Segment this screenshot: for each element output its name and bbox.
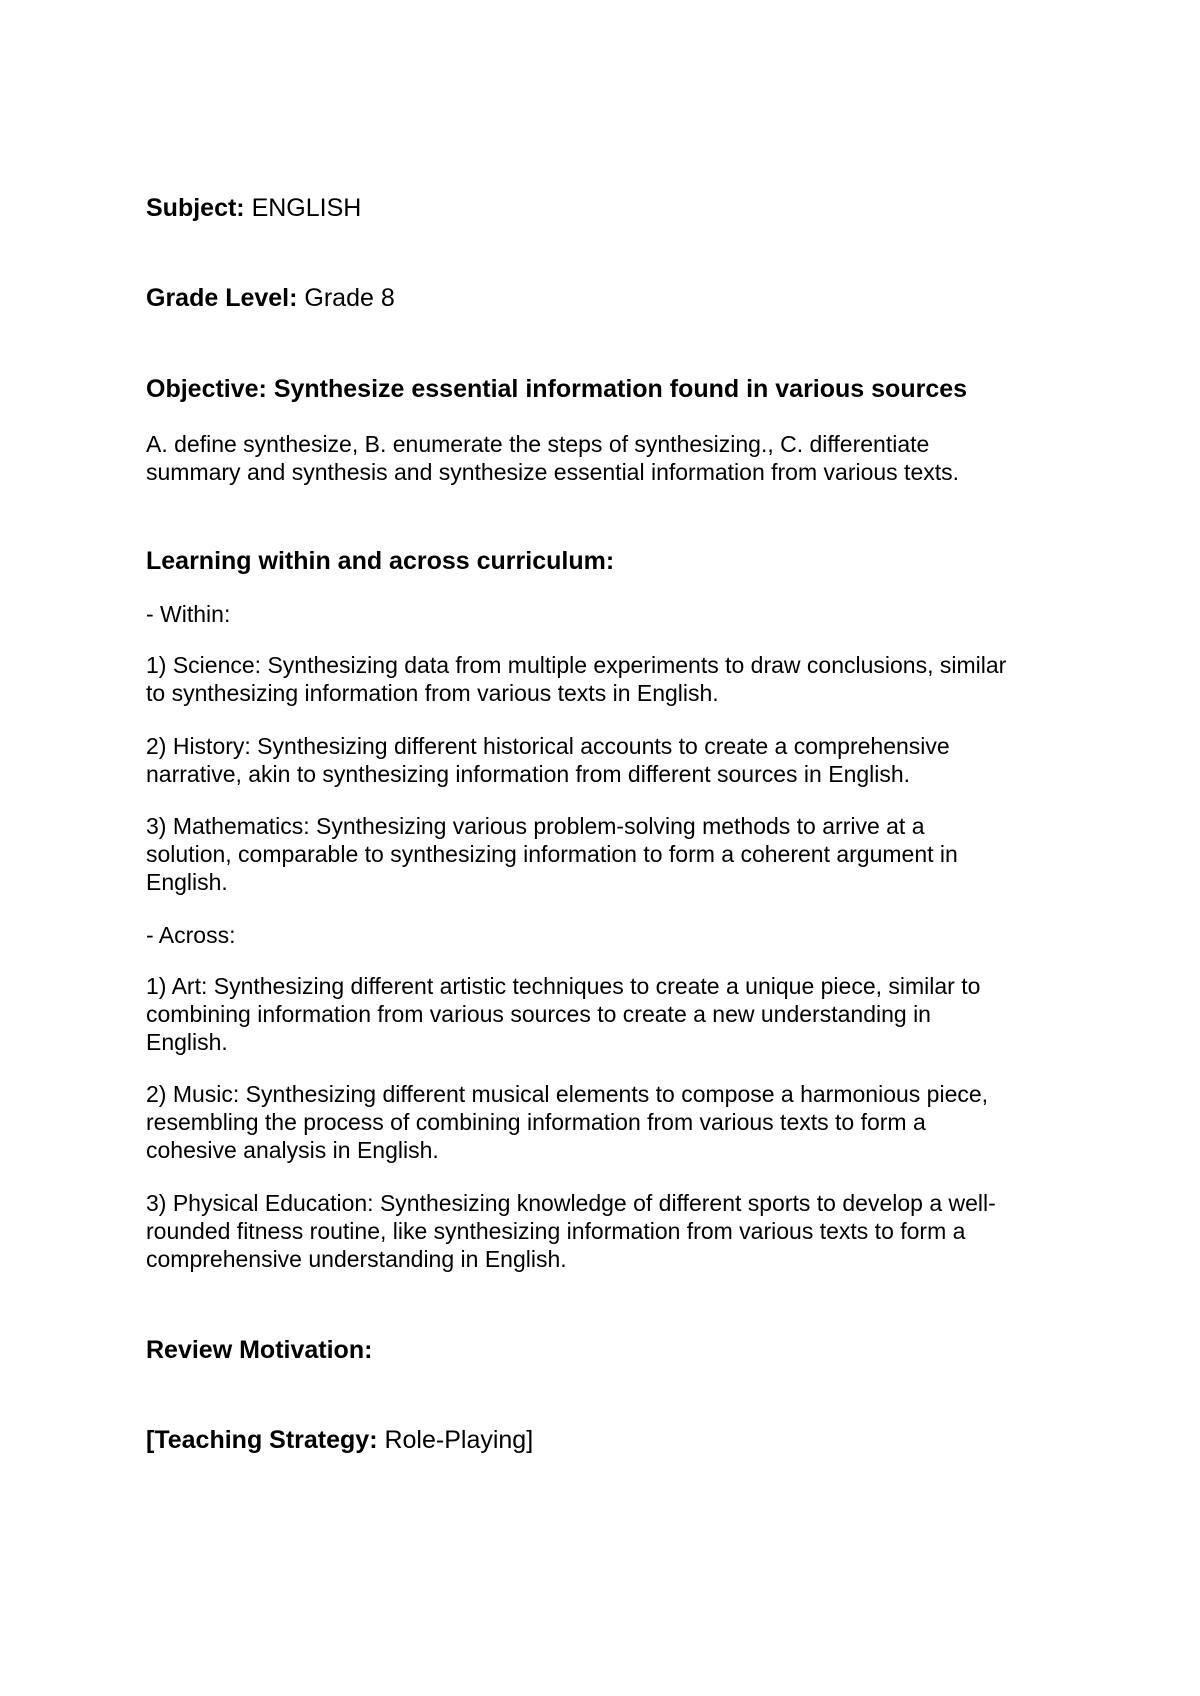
- list-item-line: 3) Physical Education: Synthesizing knowledge of different sports to develop a well-: [146, 1190, 996, 1216]
- list-item-line: 1) Art: Synthesizing different artistic techniques to create a unique piece, similar to: [146, 973, 981, 999]
- list-item-line: English.: [146, 1029, 228, 1055]
- subject-label: Subject:: [146, 194, 245, 222]
- within-item-history: [146, 732, 950, 788]
- across-item-music: [146, 1080, 988, 1164]
- review-motivation-heading: Review Motivation:: [146, 1336, 373, 1364]
- objective-label: Objective:: [146, 375, 267, 403]
- grade-level-line: [146, 283, 395, 313]
- teaching-strategy-line: [146, 1425, 533, 1455]
- within-item-science: [146, 651, 1006, 707]
- objective-details-line: A. define synthesize, B. enumerate the steps of synthesizing., C. differentiate: [146, 431, 930, 457]
- across-item-art: [146, 972, 980, 1056]
- list-item-line: rounded fitness routine, like synthesizing information from various texts to form a: [146, 1218, 966, 1244]
- list-item-line: 1) Science: Synthesizing data from multiple experiments to draw conclusions, similar: [146, 652, 1007, 678]
- within-item-mathematics: [146, 812, 958, 896]
- list-item-line: 3) Mathematics: Synthesizing various problem-solving methods to arrive at a: [146, 813, 925, 839]
- subject-line: [146, 193, 361, 223]
- list-item-line: narrative, akin to synthesizing information from different sources in English.: [146, 761, 911, 787]
- across-label: - Across:: [146, 922, 236, 948]
- list-item-line: resembling the process of combining information from various texts to form a: [146, 1109, 926, 1135]
- across-item-physical-education: [146, 1189, 996, 1273]
- list-item-line: comprehensive understanding in English.: [146, 1246, 567, 1272]
- subject-value: ENGLISH: [244, 194, 362, 222]
- objective-details: [146, 430, 959, 486]
- grade-level-label: Grade Level:: [146, 284, 298, 312]
- within-label: - Within:: [146, 601, 231, 627]
- objective-value: Synthesize essential information found in various sources: [266, 375, 968, 403]
- teaching-strategy-label: [Teaching Strategy:: [146, 1426, 378, 1454]
- objective-details-line: summary and synthesis and synthesize essential information from various texts.: [146, 459, 960, 485]
- objective-line: [146, 374, 967, 404]
- list-item-line: 2) History: Synthesizing different historical accounts to create a comprehensive: [146, 733, 950, 759]
- list-item-line: combining information from various sources to create a new understanding in: [146, 1001, 931, 1027]
- list-item-line: to synthesizing information from various texts in English.: [146, 680, 719, 706]
- teaching-strategy-value: Role-Playing]: [377, 1426, 534, 1454]
- grade-level-value: Grade 8: [297, 284, 395, 312]
- list-item-line: 2) Music: Synthesizing different musical elements to compose a harmonious piece,: [146, 1081, 989, 1107]
- list-item-line: cohesive analysis in English.: [146, 1137, 439, 1163]
- list-item-line: solution, comparable to synthesizing information to form a coherent argument in: [146, 841, 958, 867]
- list-item-line: English.: [146, 869, 228, 895]
- learning-heading: Learning within and across curriculum:: [146, 547, 615, 575]
